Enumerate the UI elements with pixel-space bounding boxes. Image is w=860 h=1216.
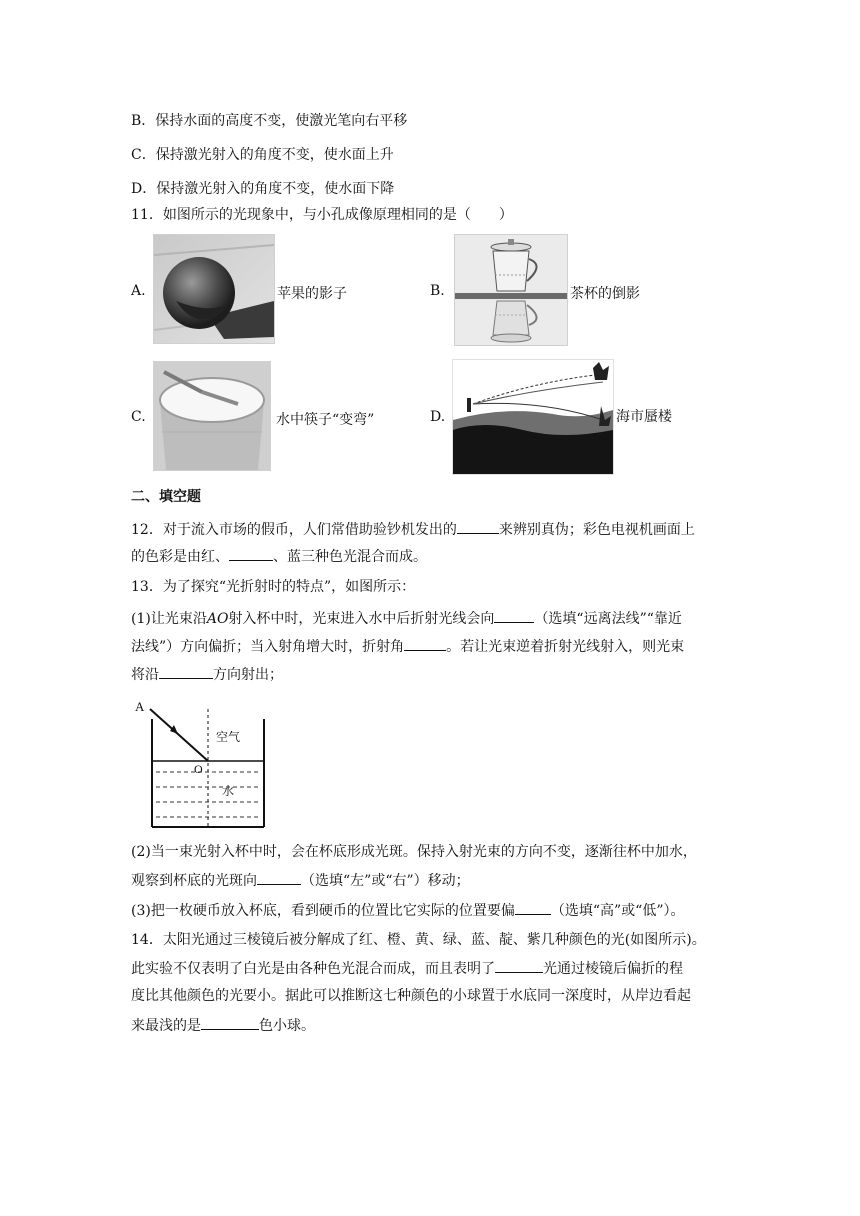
q12-text-a: 12．对于流入市场的假币，人们常借助验钞机发出的 [131,522,457,538]
option-b-text: B．保持水面的高度不变，使激光笔向右平移 [131,113,408,129]
q11-option-b-caption: 茶杯的倒影 [570,286,640,302]
q13-text-3a: 将沿 [131,667,159,683]
q13-text-1b: 射入杯中时，光束进入水中后折射光线会向 [228,611,495,627]
question-11-stem: 11．如图所示的光现象中，与小孔成像原理相同的是（ ） [131,207,513,223]
q13-part2-line-2 [131,870,470,891]
q13-blank-5[interactable] [515,900,551,915]
q14-blank-1[interactable] [495,958,543,973]
teacup-reflection-image [455,235,567,345]
q13-text-2b: 。若让光束逆着折射光线射入，则光束 [446,639,685,655]
q13-text-1c: （选填“远离法线”“靠近 [534,611,682,627]
q11-option-b-letter: B. [430,283,445,299]
q14-blank-2[interactable] [201,1015,259,1030]
section-title-fill-blank: 二、填空题 [131,489,201,505]
q13-text-2a: 法线”）方向偏折；当入射角增大时，折射角 [131,639,405,655]
q14-text-4a: 来最浅的是 [131,1018,201,1034]
q13-text-3b: 方向射出； [213,667,283,683]
q13-blank-4[interactable] [257,870,301,885]
q13-part1-line-2 [131,636,684,657]
mirage-diagram [452,359,614,475]
q14-text-2b: 光通过棱镜后偏折的程 [543,961,683,977]
q13-blank-2[interactable] [404,636,446,651]
q12-text-c: 的色彩是由红、 [131,549,229,565]
q13-ao-label: AO [206,611,229,627]
apple-shadow-photo [153,234,275,344]
option-c-text: C．保持激光射入的角度不变，使水面上升 [131,147,394,163]
q13-part1-line-1 [131,608,682,629]
question-14-line-1: 14．太阳光通过三棱镜后被分解成了红、橙、黄、绿、蓝、靛、紫几种颜色的光(如图所示)。 [131,932,706,948]
q12-blank-1[interactable] [457,519,499,534]
q13-part2-line-1: (2)当一束光射入杯中时，会在杯底形成光斑。保持入射光束的方向不变，逐渐往杯中加水， [131,844,697,860]
refraction-cup-svg [130,695,276,833]
diagram-label-air: 空气 [216,730,241,744]
q11-option-a-caption: 苹果的影子 [277,286,347,302]
q12-text-b: 来辨别真伪；彩色电视机画面上 [498,522,695,538]
question-12-line-2 [131,546,427,567]
diagram-label-o: O [194,762,203,776]
question-12-line-1 [131,519,695,540]
question-14-line-3: 度比其他颜色的光要小。据此可以推断这七种颜色的小球置于水底同一深度时，从岸边看起 [131,988,691,1004]
diagram-label-a: A [135,699,145,714]
apple-shadow-image [154,235,274,343]
q11-option-d-letter: D. [430,409,446,425]
refraction-cup-diagram [130,695,276,833]
q14-text-2a: 此实验不仅表明了白光是由各种色光混合而成，而且表明了 [131,961,495,977]
q13-blank-1[interactable] [494,608,534,623]
q11-option-d-caption: 海市蜃楼 [616,409,672,425]
teacup-reflection-photo [454,234,568,346]
question-14-line-4 [131,1015,315,1036]
q13-text-p3a: (3)把一枚硬币放入杯底，看到硬币的位置比它实际的位置要偏 [131,903,515,919]
q13-blank-3[interactable] [159,664,213,679]
bent-chopsticks-photo [153,361,271,471]
question-14-line-2 [131,958,683,979]
q12-blank-2[interactable] [229,546,273,561]
q13-text-1a: (1)让光束沿 [131,611,207,627]
q13-text-p2b: （选填“左”或“右”）移动； [301,873,470,889]
diagram-label-water: 水 [222,784,235,798]
option-d-text: D．保持激光射入的角度不变，使水面下降 [131,181,395,197]
q13-part3-line [131,900,684,921]
q11-option-c-letter: C. [131,409,146,425]
q11-option-c-caption: 水中筷子“变弯” [276,412,375,428]
mirage-image [453,360,613,474]
q13-text-p2a: 观察到杯底的光斑向 [131,873,257,889]
q13-part1-line-3 [131,664,283,685]
bent-chopsticks-image [154,362,270,470]
q13-text-p3b: （选填“高”或“低”）。 [550,903,685,919]
q11-option-a-letter: A. [131,283,146,299]
q14-text-4b: 色小球。 [259,1018,315,1034]
q12-text-d: 、蓝三种色光混合而成。 [273,549,427,565]
question-13-stem: 13．为了探究“光折射时的特点”，如图所示： [131,579,416,595]
